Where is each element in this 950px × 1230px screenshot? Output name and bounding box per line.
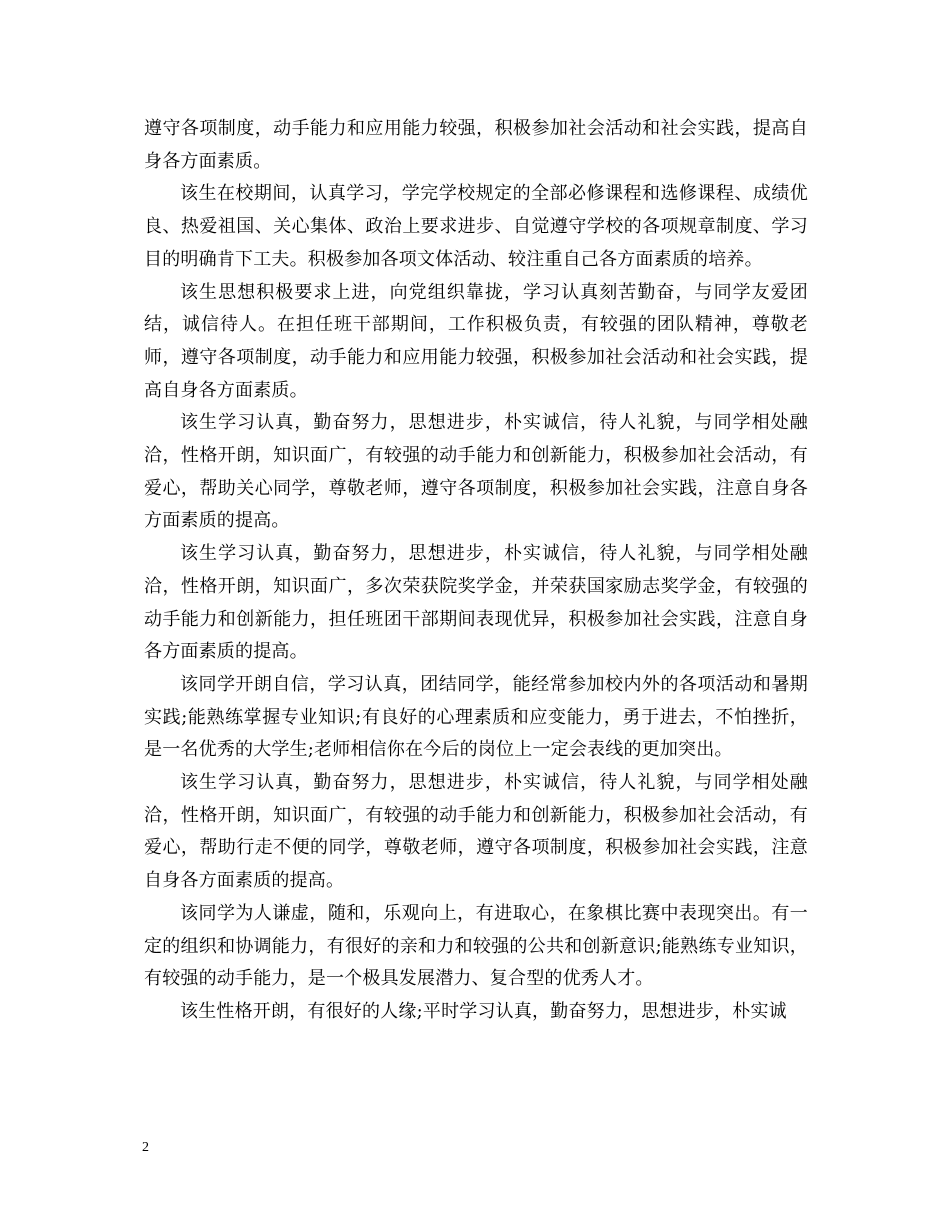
document-body	[144, 113, 808, 1029]
paragraph-1: 遵守各项制度，动手能力和应用能力较强，积极参加社会活动和社会实践，提高自身各方面素质。	[144, 118, 808, 172]
paragraph-2: 该生在校期间，认真学习，学完学校规定的全部必修课程和选修课程、成绩优良、热爱祖国、关心集体、政治上要求进步、自觉遵守学校的各项规章制度、学习目的明确肯下工夫。积极参加各项文体活动、较注重自己各方面素质的培养。	[144, 183, 808, 270]
paragraph-7: 该生学习认真，勤奋努力，思想进步，朴实诚信，待人礼貌，与同学相处融洽，性格开朗，知识面广，有较强的动手能力和创新能力，积极参加社会活动，有爱心，帮助行走不便的同学，尊敬老师，遵守各项制度，积极参加社会实践，注意自身各方面素质的提高。	[144, 772, 808, 892]
paragraph-5: 该生学习认真，勤奋努力，思想进步，朴实诚信，待人礼貌，与同学相处融洽，性格开朗，知识面广，多次荣获院奖学金，并荣获国家励志奖学金，有较强的动手能力和创新能力，担任班团干部期间表现优异，积极参加社会实践，注意自身各方面素质的提高。	[144, 543, 808, 663]
paragraph-8: 该同学为人谦虚，随和，乐观向上，有进取心，在象棋比赛中表现突出。有一定的组织和协调能力，有很好的亲和力和较强的公共和创新意识;能熟练专业知识，有较强的动手能力，是一个极具发展潜力、复合型的优秀人才。	[144, 902, 808, 990]
paragraph-3: 该生思想积极要求上进，向党组织靠拢，学习认真刻苦勤奋，与同学友爱团结，诚信待人。在担任班干部期间，工作积极负责，有较强的团队精神，尊敬老师，遵守各项制度，动手能力和应用能力较强，积极参加社会活动和社会实践，提高自身各方面素质。	[144, 281, 808, 401]
page-number: 2	[142, 1140, 149, 1155]
paragraph-9: 该生性格开朗，有很好的人缘;平时学习认真，勤奋努力，思想进步，朴实诚	[180, 1000, 787, 1022]
paragraph-6: 该同学开朗自信，学习认真，团结同学，能经常参加校内外的各项活动和暑期实践;能熟练掌握专业知识;有良好的心理素质和应变能力，勇于进去，不怕挫折，是一名优秀的大学生;老师相信你在今后的岗位上一定会表线的更加突出。	[144, 673, 808, 761]
paragraph-4: 该生学习认真，勤奋努力，思想进步，朴实诚信，待人礼貌，与同学相处融洽，性格开朗，知识面广，有较强的动手能力和创新能力，积极参加社会活动，有爱心，帮助关心同学，尊敬老师，遵守各项制度，积极参加社会实践，注意自身各方面素质的提高。	[144, 412, 808, 532]
